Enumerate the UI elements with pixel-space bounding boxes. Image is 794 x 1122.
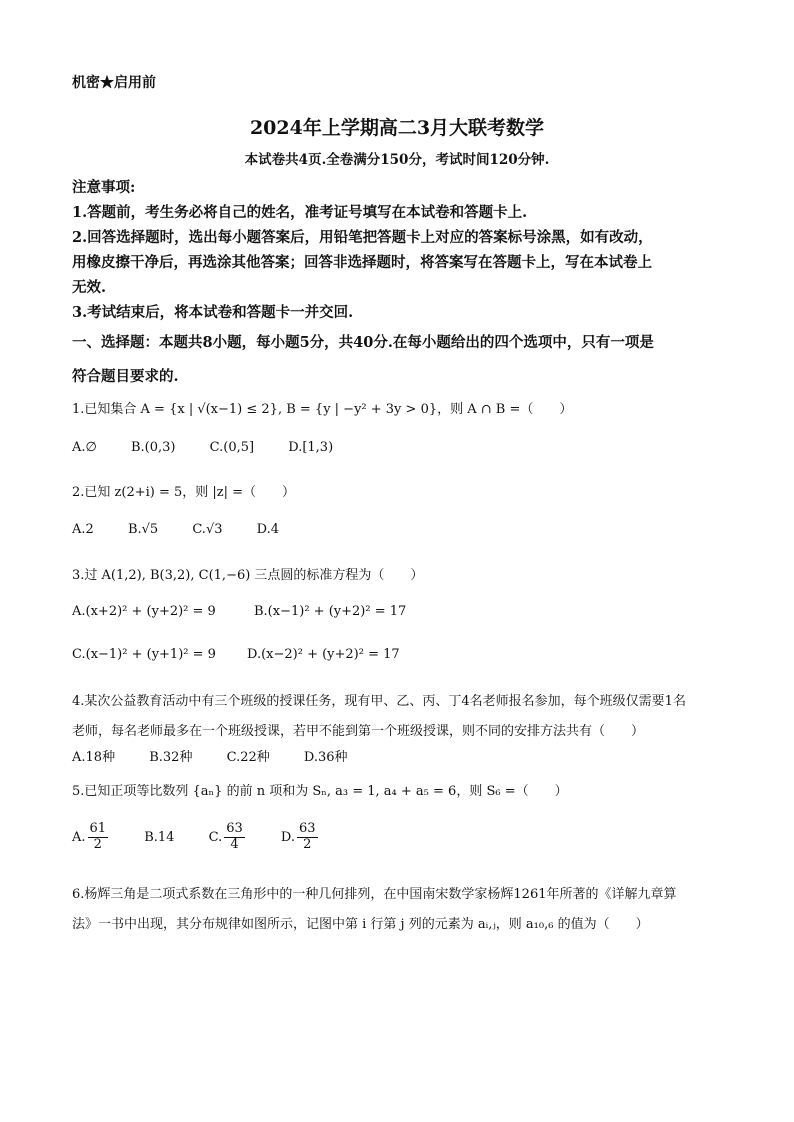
notice-item-2: 2.回答选择题时，选出每小题答案后，用铅笔把答题卡上对应的答案标号涂黑，如有改动， (72, 229, 653, 246)
option-c: C.22种 (226, 750, 270, 765)
notice-item-1: 1.答题前，考生务必将自己的姓名，准考证号填写在本试卷和答题卡上. (72, 204, 528, 221)
confidential-mark: 机密★启用前 (72, 75, 156, 91)
exam-title: 2024年上学期高二3月大联考数学 (249, 117, 545, 139)
option-c: C.√3 (192, 522, 223, 537)
question-5-stem: 5.已知正项等比数列 {aₙ} 的前 n 项和为 Sₙ, a₃ = 1, a₄ + a₅ = 6，则 S₆ =（ ） (72, 784, 568, 799)
question-3-option-b: B.(x−1)² + (y+2)² = 17 (254, 604, 407, 619)
notice-heading: 注意事项: (72, 179, 136, 196)
option-d (281, 822, 320, 853)
section-1-heading: 一、选择题：本题共8小题，每小题5分，共40分.在每小题给出的四个选项中，只有一项是 (72, 334, 654, 351)
denominator: 2 (303, 836, 312, 852)
denominator: 2 (93, 836, 102, 852)
option-d-prefix: D. (280, 829, 295, 845)
fraction (297, 822, 318, 853)
option-a-prefix: A. (72, 829, 86, 845)
option-a (72, 822, 110, 853)
option-b: B.32种 (149, 750, 193, 765)
question-1-options (72, 440, 363, 455)
notice-item-2-end: 无效. (72, 279, 107, 296)
question-3-option-a: A.(x+2)² + (y+2)² = 9 (72, 604, 216, 619)
option-a: A.2 (72, 522, 94, 537)
question-6-stem-cont: 法》一书中出现，其分布规律如图所示，记图中第 i 行第 j 列的元素为 aᵢ,ⱼ，则 a₁₀,₆ 的值为（ ） (72, 917, 649, 932)
section-1-heading-cont: 符合题目要求的. (72, 368, 179, 385)
question-3-stem: 3.过 A(1,2), B(3,2), C(1,−6) 三点圆的标准方程为（ ） (72, 568, 424, 583)
question-3-option-d: D.(x−2)² + (y+2)² = 17 (247, 647, 400, 662)
option-d: D.36种 (303, 750, 348, 765)
option-c: C.(0,5] (209, 440, 255, 455)
denominator: 4 (230, 836, 239, 852)
option-b: B.14 (144, 829, 175, 845)
numerator: 61 (89, 821, 107, 836)
question-2-options (72, 522, 309, 537)
fraction (224, 822, 245, 853)
question-5-options (72, 822, 350, 853)
option-b: B.(0,3) (131, 440, 176, 455)
fraction (88, 822, 109, 853)
option-c-prefix: C. (208, 829, 223, 845)
option-d: D.[1,3) (288, 440, 334, 455)
numerator: 63 (226, 821, 243, 836)
question-4-options (72, 746, 378, 765)
question-6-stem: 6.杨辉三角是二项式系数在三角形中的一种几何排列，在中国南宋数学家杨辉1261年所著的《详解九章算 (72, 887, 677, 902)
question-2-stem: 2.已知 z(2+i) = 5，则 |z| =（ ） (72, 485, 296, 500)
question-3-option-c: C.(x−1)² + (y+1)² = 9 (72, 647, 216, 662)
question-4-stem: 4.某次公益教育活动中有三个班级的授课任务，现有甲、乙、丙、丁4名老师报名参加，每个班级仅需要1名 (72, 694, 686, 709)
option-d: D.4 (256, 522, 280, 537)
question-4-stem-cont: 老师，每名老师最多在一个班级授课，若甲不能到第一个班级授课，则不同的安排方法共有（ ） (72, 724, 645, 739)
option-b: B.√5 (127, 522, 159, 537)
option-a: A.∅ (72, 440, 97, 455)
exam-subtitle: 本试卷共4页.全卷满分150分，考试时间120分钟. (244, 152, 550, 168)
option-a: A.18种 (72, 750, 116, 765)
question-1-stem: 1.已知集合 A = {x | √(x−1) ≤ 2}, B = {y | −y² + 3y > 0}，则 A ∩ B =（ ） (72, 402, 573, 417)
numerator: 63 (299, 821, 316, 836)
notice-item-2-cont: 用橡皮擦干净后，再选涂其他答案；回答非选择题时，将答案写在答题卡上，写在本试卷上 (72, 254, 652, 271)
option-c (209, 822, 247, 853)
notice-item-3: 3.考试结束后，将本试卷和答题卡一并交回. (72, 304, 354, 321)
